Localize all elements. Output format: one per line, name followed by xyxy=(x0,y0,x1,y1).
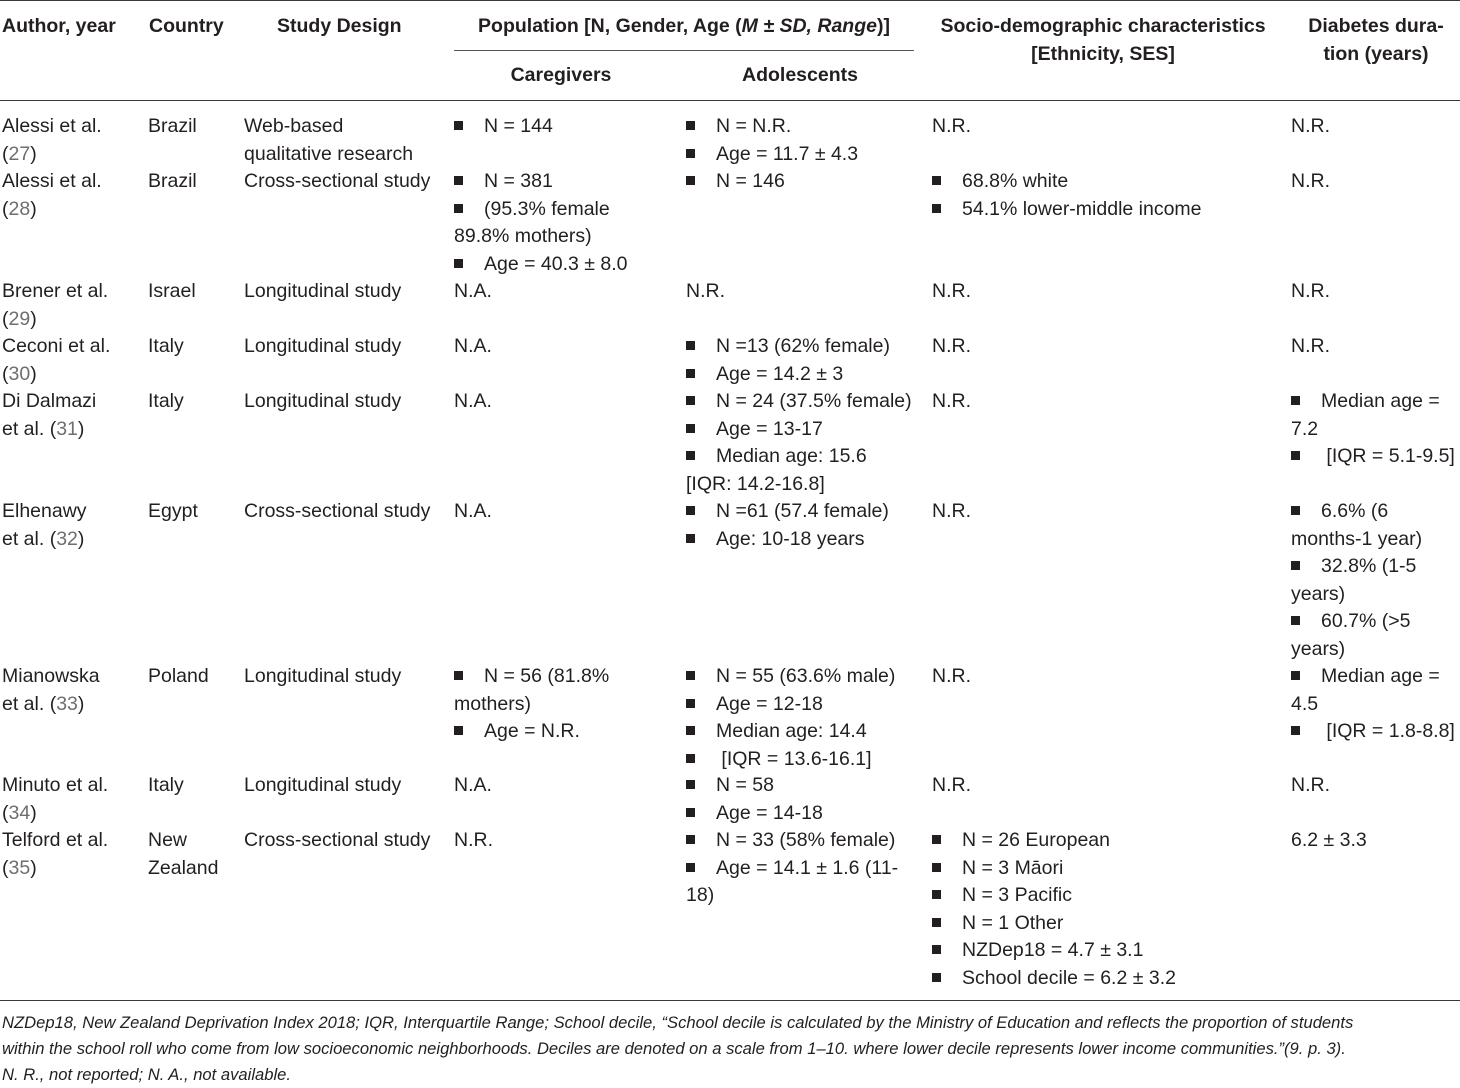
bullet-item: N =61 (57.4 female) xyxy=(686,498,922,526)
table-footnote xyxy=(2,1010,1458,1088)
cell-diabetes-duration xyxy=(1291,772,1459,800)
cell-text: 18) xyxy=(686,884,715,906)
bullet-item: Age = 14.2 ± 3 xyxy=(686,361,922,389)
author-citation: et al. (33) xyxy=(2,692,85,715)
cell-country-line: Poland xyxy=(148,665,209,687)
cell-text: N.A. xyxy=(454,774,492,796)
cell-caregivers xyxy=(454,388,680,416)
cell-study-design xyxy=(244,498,444,526)
cell-socio-demographic xyxy=(932,498,1282,526)
header-country: Country xyxy=(149,15,224,37)
bottom-rule xyxy=(0,1000,1460,1001)
bullet-item: School decile = 6.2 ± 3.2 xyxy=(932,965,1282,993)
cell-study-design-line: Cross-sectional study xyxy=(244,500,431,522)
bullet-item: NZDep18 = 4.7 ± 3.1 xyxy=(932,937,1282,965)
cell-text: N.R. xyxy=(1291,774,1330,796)
author-name: Ceconi et al. xyxy=(2,335,111,357)
cell-text: N.A. xyxy=(454,390,492,412)
cell-diabetes-duration xyxy=(1291,278,1459,306)
cell-country-line: Italy xyxy=(148,335,184,357)
citation-link[interactable]: 32 xyxy=(56,527,78,550)
bullet-item: 60.7% (>5 xyxy=(1291,608,1459,636)
cell-caregivers xyxy=(454,663,680,746)
cell-country xyxy=(148,498,238,526)
cell-caregivers xyxy=(454,772,680,800)
bullet-item: Median age = xyxy=(1291,663,1459,691)
author-citation: (34) xyxy=(2,801,37,824)
author-citation: (30) xyxy=(2,362,37,385)
cell-country xyxy=(148,113,238,141)
cell-study-design-line: Cross-sectional study xyxy=(244,170,431,192)
header-socio-demographic: Socio-demographic characteristics [Ethnicity, SES] xyxy=(940,15,1266,65)
cell-socio-demographic xyxy=(932,827,1282,992)
header-caregivers: Caregivers xyxy=(510,64,612,86)
cell-text: N.R. xyxy=(454,829,493,851)
cell-adolescents xyxy=(686,278,922,306)
cell-text: N.A. xyxy=(454,280,492,302)
cell-caregivers xyxy=(454,333,680,361)
bullet-item: Age = 12-18 xyxy=(686,691,922,719)
cell-adolescents xyxy=(686,168,922,196)
bullet-item: 54.1% lower-middle income xyxy=(932,196,1282,224)
cell-adolescents xyxy=(686,113,922,168)
bullet-item: N = 3 Māori xyxy=(932,855,1282,883)
cell-text: N.A. xyxy=(454,335,492,357)
cell-country xyxy=(148,278,238,306)
bullet-item: N = 26 European xyxy=(932,827,1282,855)
cell-socio-demographic xyxy=(932,168,1282,223)
citation-link[interactable]: 33 xyxy=(56,692,78,715)
cell-country xyxy=(148,827,238,882)
cell-study-design-line: Longitudinal study xyxy=(244,774,402,796)
cell-study-design xyxy=(244,663,444,691)
author-name-cont: et al. xyxy=(2,692,45,715)
footnote-line: NZDep18, New Zealand Deprivation Index 2018; IQR, Interquartile Range; School decile, “School decile is calculated by the Ministry of Education and reflects the proportion of students xyxy=(2,1013,1354,1032)
author-name: Telford et al. xyxy=(2,829,109,851)
footnote-line: N. R., not reported; N. A., not available. xyxy=(2,1065,291,1084)
cell-country xyxy=(148,333,238,361)
cell-country-line: Zealand xyxy=(148,856,219,879)
cell-text: N.R. xyxy=(932,280,971,302)
cell-diabetes-duration xyxy=(1291,168,1459,196)
cell-author xyxy=(2,827,142,882)
bullet-item: Median age: 15.6 xyxy=(686,443,922,471)
footnote-line: within the school roll who come from low socioeconomic neighborhoods. Deciles are denoted on a scale from 1–10. where lower decile represents lower income communities.”(9. p. 3). xyxy=(2,1039,1346,1058)
cell-text: [IQR: 14.2-16.8] xyxy=(686,472,825,495)
cell-adolescents xyxy=(686,388,922,498)
citation-link[interactable]: 27 xyxy=(8,142,31,165)
citation-link[interactable]: 29 xyxy=(8,307,31,330)
cell-country-line: Italy xyxy=(148,390,184,412)
cell-diabetes-duration xyxy=(1291,827,1459,855)
bullet-item: N = 3 Pacific xyxy=(932,882,1282,910)
author-citation: (35) xyxy=(2,856,37,879)
cell-caregivers xyxy=(454,168,680,278)
cell-caregivers xyxy=(454,827,680,855)
header-author: Author, year xyxy=(2,15,116,37)
population-subheader-rule xyxy=(454,50,914,51)
cell-study-design xyxy=(244,388,444,416)
cell-text: 4.5 xyxy=(1291,692,1319,715)
cell-diabetes-duration xyxy=(1291,113,1459,141)
cell-diabetes-duration xyxy=(1291,663,1459,746)
cell-author xyxy=(2,663,142,718)
top-rule xyxy=(0,0,1460,1)
bullet-item: [IQR = 5.1-9.5] xyxy=(1291,443,1459,471)
cell-socio-demographic xyxy=(932,278,1282,306)
cell-diabetes-duration xyxy=(1291,333,1459,361)
cell-caregivers xyxy=(454,278,680,306)
bullet-item: [IQR = 1.8-8.8] xyxy=(1291,718,1459,746)
author-name-cont: et al. xyxy=(2,417,45,440)
author-citation: et al. (31) xyxy=(2,417,85,440)
cell-text: 89.8% mothers) xyxy=(454,225,592,247)
bullet-item: N = N.R. xyxy=(686,113,922,141)
author-citation: et al. (32) xyxy=(2,527,85,550)
author-name: Minuto et al. xyxy=(2,774,109,796)
cell-diabetes-duration xyxy=(1291,388,1459,471)
bullet-item: 32.8% (1-5 xyxy=(1291,553,1459,581)
citation-link[interactable]: 31 xyxy=(56,417,78,440)
cell-study-design-line: Longitudinal study xyxy=(244,665,402,687)
bullet-item: N = 55 (63.6% male) xyxy=(686,663,922,691)
cell-country-line: Brazil xyxy=(148,170,197,192)
bullet-item: N =13 (62% female) xyxy=(686,333,922,361)
bullet-item: Median age: 14.4 xyxy=(686,718,922,746)
cell-country-line: Israel xyxy=(148,280,196,302)
cell-author xyxy=(2,278,142,333)
cell-adolescents xyxy=(686,498,922,553)
cell-text: N.R. xyxy=(932,335,971,357)
author-name-cont: et al. xyxy=(2,527,45,550)
bullet-item: N = 33 (58% female) xyxy=(686,827,922,855)
cell-study-design xyxy=(244,772,444,800)
cell-study-design-line: Longitudinal study xyxy=(244,335,402,357)
cell-text: N.R. xyxy=(1291,335,1330,357)
bullet-item: Age: 10-18 years xyxy=(686,526,922,554)
header-diabetes-duration: Diabetes dura- tion (years) xyxy=(1308,15,1444,65)
cell-adolescents xyxy=(686,663,922,773)
cell-country xyxy=(148,663,238,691)
cell-text: N.R. xyxy=(932,665,971,687)
cell-author xyxy=(2,113,142,168)
bullet-item: N = 381 xyxy=(454,168,680,196)
bullet-item: N = 58 xyxy=(686,772,922,800)
citation-link[interactable]: 28 xyxy=(8,197,31,220)
cell-text: N.A. xyxy=(454,500,492,522)
bullet-item: Age = 11.7 ± 4.3 xyxy=(686,141,922,169)
bullet-item: N = 24 (37.5% female) xyxy=(686,388,922,416)
cell-study-design xyxy=(244,113,444,168)
cell-text: N.R. xyxy=(686,280,725,302)
cell-country-line: Brazil xyxy=(148,115,197,137)
cell-study-design xyxy=(244,278,444,306)
cell-caregivers xyxy=(454,113,680,141)
bullet-item: N = 144 xyxy=(454,113,680,141)
author-citation: (28) xyxy=(2,197,37,220)
bullet-item: N = 1 Other xyxy=(932,910,1282,938)
bullet-item: Age = 40.3 ± 8.0 xyxy=(454,251,680,279)
cell-text: N.R. xyxy=(932,115,971,137)
cell-text: 7.2 xyxy=(1291,417,1319,440)
cell-text: months-1 year) xyxy=(1291,527,1423,550)
cell-socio-demographic xyxy=(932,388,1282,416)
header-adolescents: Adolescents xyxy=(742,64,858,86)
cell-text: N.R. xyxy=(1291,170,1330,192)
cell-study-design-line: qualitative research xyxy=(244,142,414,165)
cell-study-design xyxy=(244,168,444,196)
cell-adolescents xyxy=(686,772,922,827)
cell-country xyxy=(148,168,238,196)
bullet-item: N = 56 (81.8% xyxy=(454,663,680,691)
cell-text: 6.2 ± 3.3 xyxy=(1291,829,1367,851)
citation-link[interactable]: 35 xyxy=(8,856,31,879)
cell-caregivers xyxy=(454,498,680,526)
cell-diabetes-duration xyxy=(1291,498,1459,663)
bullet-item: Age = N.R. xyxy=(454,718,680,746)
cell-author xyxy=(2,168,142,223)
author-name: Elhenawy xyxy=(2,500,87,522)
cell-country-line: New xyxy=(148,829,188,851)
cell-country-line: Egypt xyxy=(148,500,198,522)
author-name: Alessi et al. xyxy=(2,170,102,192)
author-name: Alessi et al. xyxy=(2,115,102,137)
citation-link[interactable]: 34 xyxy=(8,801,31,824)
cell-author xyxy=(2,333,142,388)
bullet-item: N = 146 xyxy=(686,168,922,196)
cell-country xyxy=(148,388,238,416)
bullet-item: Median age = xyxy=(1291,388,1459,416)
cell-text: N.R. xyxy=(932,390,971,412)
cell-study-design xyxy=(244,827,444,855)
author-name: Mianowska xyxy=(2,665,100,687)
header-study-design: Study Design xyxy=(277,15,402,37)
cell-adolescents xyxy=(686,333,922,388)
cell-text: years) xyxy=(1291,637,1346,660)
cell-study-design-line: Cross-sectional study xyxy=(244,829,431,851)
cell-country-line: Italy xyxy=(148,774,184,796)
header-population: Population [N, Gender, Age (M ± SD, Range)] xyxy=(478,15,890,37)
cell-author xyxy=(2,388,142,443)
cell-adolescents xyxy=(686,827,922,910)
cell-text: N.R. xyxy=(932,500,971,522)
cell-text: N.R. xyxy=(1291,115,1330,137)
author-name: Brener et al. xyxy=(2,280,109,302)
bullet-item: 6.6% (6 xyxy=(1291,498,1459,526)
author-citation: (27) xyxy=(2,142,37,165)
cell-text: years) xyxy=(1291,582,1346,605)
cell-study-design xyxy=(244,333,444,361)
cell-country xyxy=(148,772,238,800)
author-name: Di Dalmazi xyxy=(2,390,97,412)
cell-socio-demographic xyxy=(932,333,1282,361)
cell-study-design-line: Longitudinal study xyxy=(244,390,402,412)
bullet-item: Age = 13-17 xyxy=(686,416,922,444)
cell-author xyxy=(2,498,142,553)
cell-text: N.R. xyxy=(932,774,971,796)
bullet-item: Age = 14.1 ± 1.6 (11- xyxy=(686,855,922,883)
cell-socio-demographic xyxy=(932,113,1282,141)
bullet-item: [IQR = 13.6-16.1] xyxy=(686,746,922,774)
bullet-item: 68.8% white xyxy=(932,168,1282,196)
cell-socio-demographic xyxy=(932,663,1282,691)
header-rule xyxy=(0,100,1460,101)
cell-author xyxy=(2,772,142,827)
author-citation: (29) xyxy=(2,307,37,330)
cell-study-design-line: Web-based xyxy=(244,115,344,137)
cell-socio-demographic xyxy=(932,772,1282,800)
bullet-item: Age = 14-18 xyxy=(686,800,922,828)
cell-text: N.R. xyxy=(1291,280,1330,302)
cell-text: mothers) xyxy=(454,692,531,715)
citation-link[interactable]: 30 xyxy=(8,362,31,385)
bullet-item: (95.3% female xyxy=(454,196,680,224)
cell-study-design-line: Longitudinal study xyxy=(244,280,402,302)
